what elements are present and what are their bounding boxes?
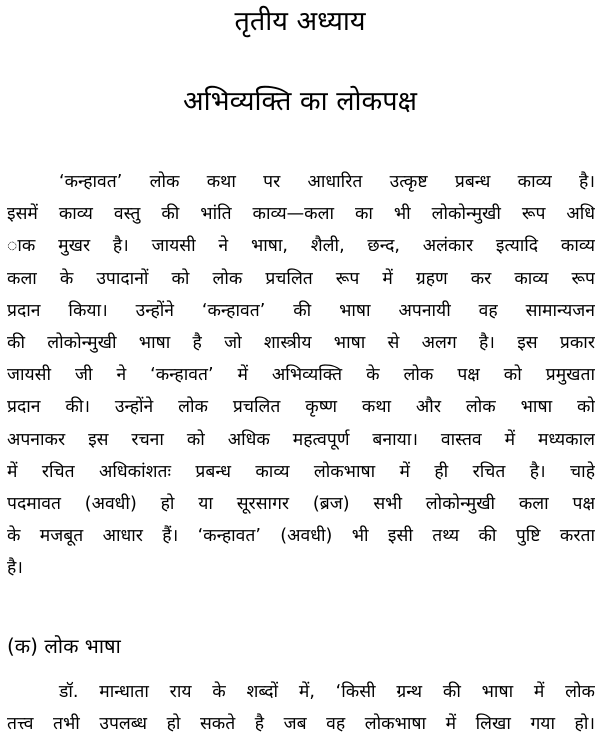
section-heading: (क) लोक भाषा	[7, 634, 121, 658]
paragraph-line: प्रदान की। उन्होंने लोक प्रचलित कृष्ण कथा और लोक भाषा को	[7, 397, 595, 418]
paragraph-line: कला के उपादानों को लोक प्रचलित रूप में ग्रहण कर काव्य रूप	[7, 268, 595, 289]
paragraph-line: पदमावत (अवधी) हो या सूरसागर (ब्रज) सभी लोकोन्मुखी कला पक्ष	[7, 493, 595, 514]
paragraph-line: तत्त्व तभी उपलब्ध हो सकते है जब वह लोकभाषा में लिखा गया हो।	[7, 714, 595, 735]
paragraph-line: ाक मुखर है। जायसी ने भाषा, शैली, छन्द, अलंकार इत्यादि काव्य	[7, 236, 595, 257]
paragraph-line: प्रदान किया। उन्होंने ‘कन्हावत’ की भाषा अपनायी वह सामान्यजन	[7, 300, 595, 321]
chapter-heading: अभिव्यक्ति का लोकपक्ष	[183, 86, 417, 117]
paragraph-line: इसमें काव्य वस्तु की भांति काव्य—कला का भी लोकोन्मुखी रूप अधि	[7, 204, 595, 225]
paragraph-line: में रचित अधिकांशतः प्रबन्ध काव्य लोकभाषा में ही रचित है। चाहे	[7, 461, 595, 482]
chapter-title: तृतीय अध्याय	[234, 6, 366, 37]
paragraph-1	[7, 166, 595, 584]
paragraph-line: जायसी जी ने ‘कन्हावत’ में अभिव्यक्ति के लोक पक्ष को प्रमुखता	[7, 365, 595, 386]
paragraph-line: है।	[7, 558, 23, 579]
paragraph-2	[7, 676, 595, 740]
paragraph-line: के मजबूत आधार हैं। ‘कन्हावत’ (अवधी) भी इसी तथ्य की पुष्टि करता	[7, 526, 595, 547]
paragraph-line: डॉ. मान्धाता राय के शब्दों में, ‘किसी ग्रन्थ की भाषा में लोक	[59, 682, 595, 702]
paragraph-line: की लोकोन्मुखी भाषा है जो शास्त्रीय भाषा से अलग है। इस प्रकार	[7, 332, 595, 353]
paragraph-line: अपनाकर इस रचना को अधिक महत्वपूर्ण बनाया। वास्तव में मध्यकाल	[7, 429, 595, 450]
paragraph-line: ‘कन्हावत’ लोक कथा पर आधारित उत्कृष्ट प्रबन्ध काव्य है।	[59, 172, 595, 192]
